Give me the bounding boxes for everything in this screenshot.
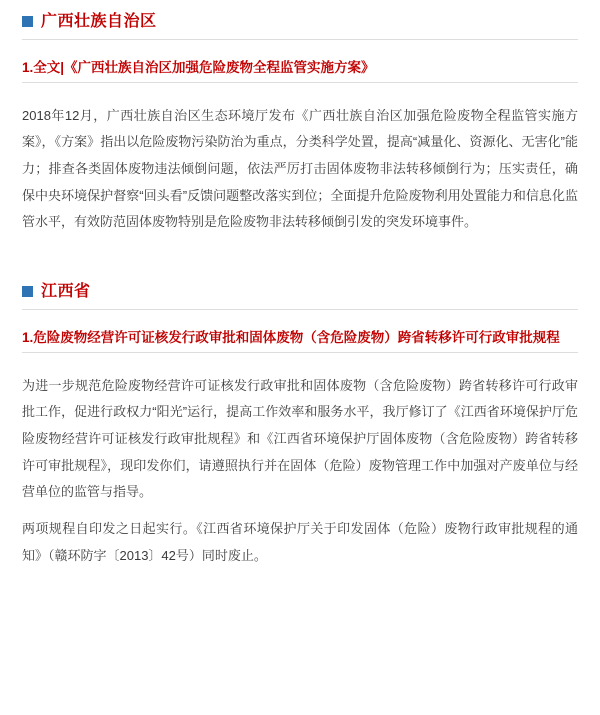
- divider: [22, 82, 578, 83]
- divider: [22, 352, 578, 353]
- paragraph: 为进一步规范危险废物经营许可证核发行政审批和固体废物（含危险废物）跨省转移许可行政审批工作，促进行政权力“阳光”运行，提高工作效率和服务水平，我厅修订了《江西省环境保护厅危险废物经营许可证核发行政审批规程》和《江西省环境保护厅固体废物（含危险废物）跨省转移许可审批规程》，现印发你们，请遵照执行并在固体（危险）废物管理工作中加强对产废单位与经营单位的监管与指导。: [22, 377, 578, 500]
- blue-square-marker-icon: [22, 286, 33, 297]
- divider: [22, 309, 578, 310]
- divider: [22, 39, 578, 40]
- blue-square-marker-icon: [22, 16, 33, 27]
- document-heading-guangxi: 1.全文|《广西壮族自治区加强危险废物全程监管实施方案》: [22, 60, 375, 76]
- paragraph: 两项规程自印发之日起实行。《江西省环境保护厅关于印发固体（危险）废物行政审批规程的通知》（赣环防字〔2013〕42号）同时废止。: [22, 521, 578, 563]
- document-heading-jiangxi: 1.危险废物经营许可证核发行政审批和固体废物（含危险废物）跨省转移许可行政审批规程: [22, 330, 560, 346]
- paragraph: 2018年12月，广西壮族自治区生态环境厅发布《广西壮族自治区加强危险废物全程监管实施方案》，《方案》指出以危险废物污染防治为重点，分类科学处置，提高“减量化、资源化、无害化”能力；排查各类固体废物违法倾倒问题，依法严厉打击固体废物非法转移倾倒行为；压实责任，确保中央环境保护督察“回头看”反馈问题整改落实到位；全面提升危险废物利用处置能力和信息化监管水平，有效防范固体废物特别是危险废物非法转移倾倒引发的突发环境事件。: [22, 107, 578, 230]
- section-title: 江西省: [41, 283, 91, 301]
- spacer: [22, 236, 578, 270]
- section-header-jiangxi: [22, 270, 578, 309]
- section-header-guangxi: [22, 0, 578, 39]
- section-title: 广西壮族自治区: [41, 13, 157, 30]
